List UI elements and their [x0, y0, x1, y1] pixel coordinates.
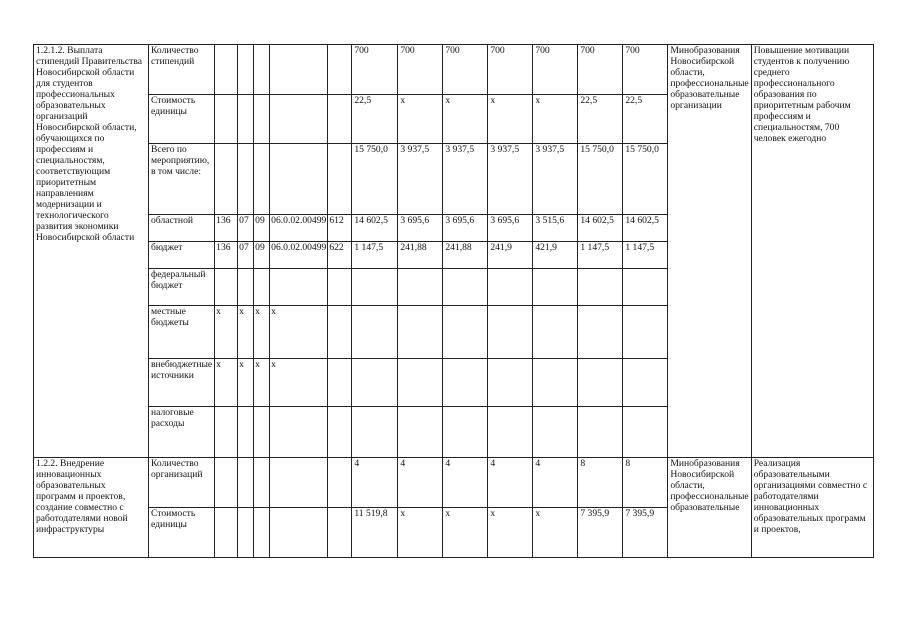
value-cell-3: 4: [443, 458, 488, 508]
value-cell-5: [533, 407, 578, 458]
value-cell-3: 3 937,5: [443, 144, 488, 215]
value-cell-7: 700: [623, 45, 668, 95]
expense-type-cell: [328, 45, 352, 95]
value-cell-7: 15 750,0: [623, 144, 668, 215]
section-code-cell: [238, 45, 254, 95]
activity-name-cell: 1.2.1.2. Выплата стипендий Правительства Новосибирской области для студентов профессиональных образовательных организаций Новосибирской области, обучающихся по профессиям и специальностям, соответствующим приоритетным направлениям модернизации и технологического развития экономики Новосибирской области: [34, 45, 149, 458]
value-cell-1: [352, 269, 398, 306]
section-code-cell: [238, 144, 254, 215]
subsection-code-cell: х: [254, 306, 270, 359]
subsection-code-cell: [254, 95, 270, 144]
section-code-cell: 07: [238, 242, 254, 269]
value-cell-6: [578, 359, 623, 407]
value-cell-3: х: [443, 508, 488, 558]
gnrbs-code-cell: х: [215, 359, 238, 407]
value-cell-1: 11 519,8: [352, 508, 398, 558]
target-article-cell: 06.0.02.00499: [270, 242, 328, 269]
value-cell-4: [488, 407, 533, 458]
subsection-code-cell: 09: [254, 215, 270, 242]
value-cell-7: 7 395,9: [623, 508, 668, 558]
indicator-cell: местные бюджеты: [149, 306, 215, 359]
value-cell-5: [533, 269, 578, 306]
value-cell-2: 4: [398, 458, 443, 508]
expense-type-cell: 622: [328, 242, 352, 269]
value-cell-5: [533, 359, 578, 407]
subsection-code-cell: [254, 45, 270, 95]
value-cell-7: 22,5: [623, 95, 668, 144]
expected-result-cell: Реализация образовательными организациями совместно с работодателями инновационных образовательных программ и проектов,: [751, 458, 873, 558]
program-table: [33, 44, 874, 558]
value-cell-6: [578, 407, 623, 458]
value-cell-3: [443, 269, 488, 306]
indicator-cell: внебюджетные источники: [149, 359, 215, 407]
target-article-cell: [270, 458, 328, 508]
expense-type-cell: [328, 269, 352, 306]
expense-type-cell: [328, 508, 352, 558]
value-cell-3: [443, 359, 488, 407]
section-code-cell: [238, 508, 254, 558]
indicator-cell: областной: [149, 215, 215, 242]
gnrbs-code-cell: [215, 269, 238, 306]
value-cell-7: [623, 359, 668, 407]
expense-type-cell: [328, 306, 352, 359]
value-cell-7: 8: [623, 458, 668, 508]
value-cell-2: 3 937,5: [398, 144, 443, 215]
value-cell-1: [352, 306, 398, 359]
table-row: [34, 45, 874, 95]
indicator-cell: Стоимость единицы: [149, 95, 215, 144]
value-cell-2: [398, 306, 443, 359]
value-cell-5: [533, 306, 578, 359]
value-cell-5: 3 937,5: [533, 144, 578, 215]
value-cell-4: 3 695,6: [488, 215, 533, 242]
section-code-cell: 07: [238, 215, 254, 242]
target-article-cell: [270, 45, 328, 95]
indicator-cell: Количество организаций: [149, 458, 215, 508]
subsection-code-cell: х: [254, 359, 270, 407]
subsection-code-cell: [254, 458, 270, 508]
value-cell-4: [488, 306, 533, 359]
subsection-code-cell: [254, 508, 270, 558]
value-cell-4: [488, 269, 533, 306]
value-cell-2: [398, 269, 443, 306]
executor-cell: Минобразования Новосибирской области, профессиональные образовательные организации: [668, 45, 751, 458]
value-cell-6: 7 395,9: [578, 508, 623, 558]
indicator-cell: Стоимость единицы: [149, 508, 215, 558]
value-cell-3: 241,88: [443, 242, 488, 269]
value-cell-1: [352, 407, 398, 458]
value-cell-6: 22,5: [578, 95, 623, 144]
value-cell-2: 3 695,6: [398, 215, 443, 242]
target-article-cell: [270, 407, 328, 458]
value-cell-5: 421,9: [533, 242, 578, 269]
value-cell-3: 700: [443, 45, 488, 95]
value-cell-3: х: [443, 95, 488, 144]
gnrbs-code-cell: [215, 508, 238, 558]
section-code-cell: [238, 458, 254, 508]
value-cell-6: [578, 269, 623, 306]
target-article-cell: [270, 95, 328, 144]
gnrbs-code-cell: [215, 45, 238, 95]
executor-cell: Минобразования Новосибирской области, профессиональные образовательные: [668, 458, 751, 558]
gnrbs-code-cell: [215, 95, 238, 144]
subsection-code-cell: 09: [254, 242, 270, 269]
target-article-cell: х: [270, 306, 328, 359]
value-cell-6: 700: [578, 45, 623, 95]
subsection-code-cell: [254, 144, 270, 215]
value-cell-2: х: [398, 508, 443, 558]
value-cell-6: 15 750,0: [578, 144, 623, 215]
value-cell-3: [443, 407, 488, 458]
value-cell-3: [443, 306, 488, 359]
gnrbs-code-cell: х: [215, 306, 238, 359]
value-cell-7: [623, 407, 668, 458]
value-cell-4: х: [488, 95, 533, 144]
value-cell-1: 15 750,0: [352, 144, 398, 215]
value-cell-5: х: [533, 508, 578, 558]
gnrbs-code-cell: 136: [215, 215, 238, 242]
value-cell-4: 241,9: [488, 242, 533, 269]
value-cell-1: 22,5: [352, 95, 398, 144]
value-cell-1: 4: [352, 458, 398, 508]
section-code-cell: [238, 407, 254, 458]
value-cell-7: [623, 306, 668, 359]
value-cell-2: х: [398, 95, 443, 144]
section-code-cell: [238, 269, 254, 306]
indicator-cell: налоговые расходы: [149, 407, 215, 458]
target-article-cell: [270, 144, 328, 215]
activity-name-cell: 1.2.2. Внедрение инновационных образовательных программ и проектов, создание совместно с работодателями новой инфраструктуры: [34, 458, 149, 558]
target-article-cell: [270, 508, 328, 558]
target-article-cell: х: [270, 359, 328, 407]
value-cell-6: 14 602,5: [578, 215, 623, 242]
value-cell-6: 8: [578, 458, 623, 508]
value-cell-5: 700: [533, 45, 578, 95]
gnrbs-code-cell: [215, 458, 238, 508]
target-article-cell: [270, 269, 328, 306]
expense-type-cell: 612: [328, 215, 352, 242]
value-cell-2: 241,88: [398, 242, 443, 269]
indicator-cell: бюджет: [149, 242, 215, 269]
expense-type-cell: [328, 458, 352, 508]
value-cell-7: 14 602,5: [623, 215, 668, 242]
value-cell-4: х: [488, 508, 533, 558]
value-cell-7: 1 147,5: [623, 242, 668, 269]
value-cell-5: 3 515,6: [533, 215, 578, 242]
expense-type-cell: [328, 95, 352, 144]
value-cell-1: 1 147,5: [352, 242, 398, 269]
value-cell-1: [352, 359, 398, 407]
target-article-cell: 06.0.02.00499: [270, 215, 328, 242]
value-cell-4: 3 937,5: [488, 144, 533, 215]
table-body: [34, 45, 874, 558]
value-cell-4: 4: [488, 458, 533, 508]
subsection-code-cell: [254, 269, 270, 306]
value-cell-5: х: [533, 95, 578, 144]
indicator-cell: Всего по мероприятию, в том числе:: [149, 144, 215, 215]
value-cell-7: [623, 269, 668, 306]
table-row: [34, 458, 874, 508]
value-cell-3: 3 695,6: [443, 215, 488, 242]
section-code-cell: [238, 95, 254, 144]
gnrbs-code-cell: [215, 144, 238, 215]
indicator-cell: федеральный бюджет: [149, 269, 215, 306]
gnrbs-code-cell: [215, 407, 238, 458]
section-code-cell: х: [238, 359, 254, 407]
expense-type-cell: [328, 359, 352, 407]
subsection-code-cell: [254, 407, 270, 458]
value-cell-2: 700: [398, 45, 443, 95]
expected-result-cell: Повышение мотивации студентов к получению среднего профессионального образования по приоритетным рабочим профессиям и специальностям, 700 человек ежегодно: [751, 45, 873, 458]
value-cell-2: [398, 359, 443, 407]
value-cell-4: [488, 359, 533, 407]
value-cell-1: 14 602,5: [352, 215, 398, 242]
value-cell-5: 4: [533, 458, 578, 508]
value-cell-1: 700: [352, 45, 398, 95]
expense-type-cell: [328, 144, 352, 215]
indicator-cell: Количество стипендий: [149, 45, 215, 95]
value-cell-4: 700: [488, 45, 533, 95]
gnrbs-code-cell: 136: [215, 242, 238, 269]
value-cell-6: 1 147,5: [578, 242, 623, 269]
expense-type-cell: [328, 407, 352, 458]
value-cell-2: [398, 407, 443, 458]
section-code-cell: х: [238, 306, 254, 359]
value-cell-6: [578, 306, 623, 359]
